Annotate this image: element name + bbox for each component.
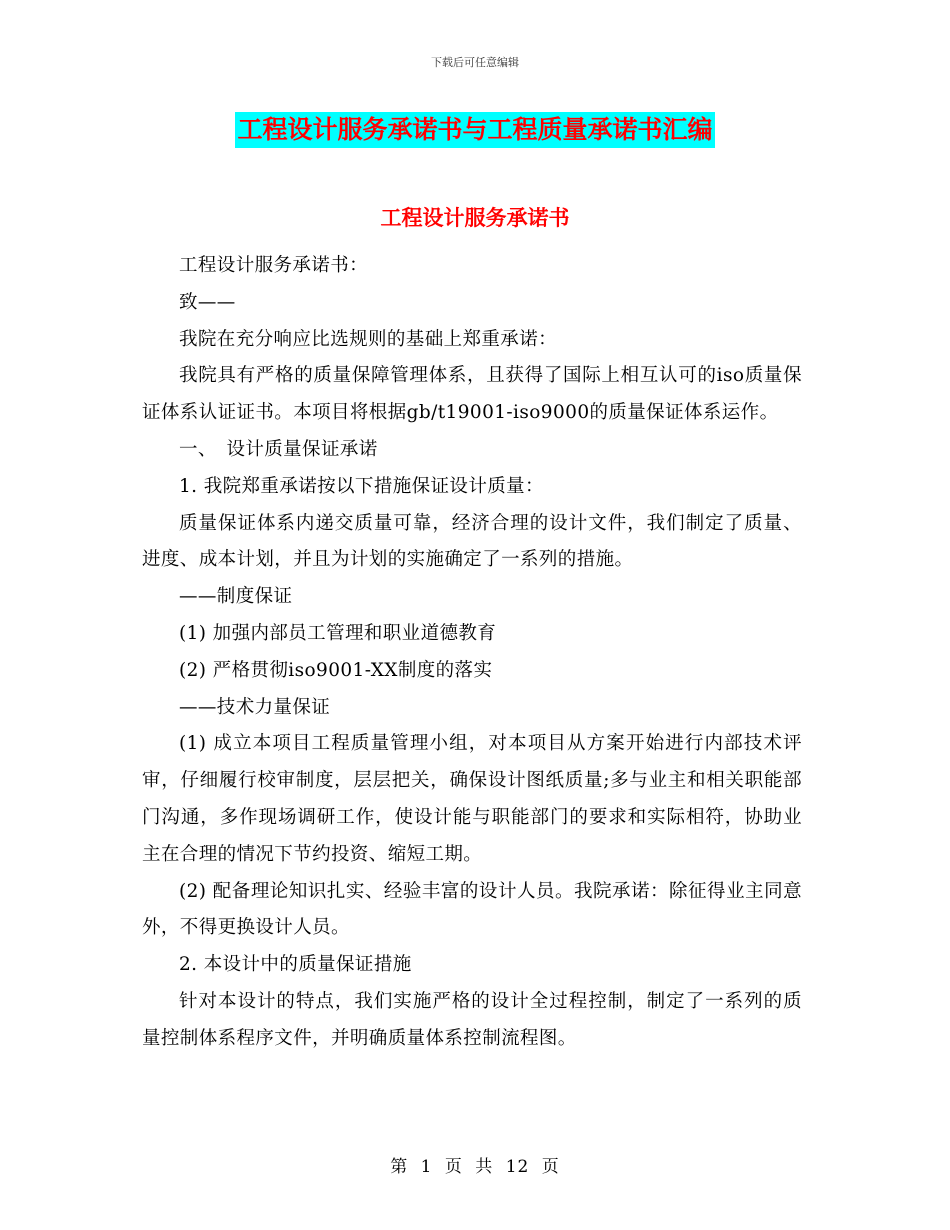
- paragraph: ——制度保证: [179, 586, 293, 608]
- page-number-footer: [0, 1152, 950, 1177]
- paragraph: (1) 成立本项目工程质量管理小组，对本项目从方案开始进行内部技术评审，仔细履行校审制度，层层把关，确保设计图纸质量;多与业主和相关职能部门沟通，多作现场调研工作，使设计能与职能部门的要求和实际相符，协助业主在合理的情况下节约投资、缩短工期。: [142, 733, 802, 865]
- section-title: 工程设计服务承诺书: [380, 205, 570, 230]
- paragraph: 2. 本设计中的质量保证措施: [179, 954, 412, 976]
- document-body: [142, 248, 802, 1058]
- main-title: 工程设计服务承诺书与工程质量承诺书汇编: [235, 112, 714, 148]
- paragraph: (2) 严格贯彻iso9001-XX制度的落实: [179, 659, 493, 681]
- paragraph: 工程设计服务承诺书：: [179, 255, 369, 276]
- paragraph: 一、 设计质量保证承诺: [179, 438, 378, 460]
- paragraph: 针对本设计的特点，我们实施严格的设计全过程控制，制定了一系列的质量控制体系程序文件，并明确质量体系控制流程图。: [142, 990, 802, 1049]
- footer-label-unit: 页: [444, 1157, 463, 1177]
- footer-label-unit-2: 页: [541, 1157, 560, 1177]
- paragraph: 我院具有严格的质量保障管理体系，且获得了国际上相互认可的iso质量保证体系认证证书。本项目将根据gb/t19001-iso9000的质量保证体系运作。: [142, 365, 802, 424]
- footer-label-total: 共: [475, 1157, 494, 1177]
- paragraph: 致——: [179, 291, 236, 313]
- footer-total-pages: 12: [505, 1157, 530, 1177]
- paragraph: 质量保证体系内递交质量可靠，经济合理的设计文件，我们制定了质量、进度、成本计划，并且为计划的实施确定了一系列的措施。: [142, 512, 802, 571]
- paragraph: (2) 配备理论知识扎实、经验丰富的设计人员。我院承诺：除征得业主同意外，不得更换设计人员。: [142, 880, 802, 939]
- footer-label-page: 第: [390, 1157, 409, 1177]
- paragraph: (1) 加强内部员工管理和职业道德教育: [179, 622, 497, 644]
- page-header-note: 下载后可任意编辑: [431, 56, 519, 69]
- paragraph: 1. 我院郑重承诺按以下措施保证设计质量：: [179, 475, 544, 497]
- paragraph: ——技术力量保证: [179, 696, 331, 718]
- paragraph: 我院在充分响应比选规则的基础上郑重承诺：: [179, 328, 558, 350]
- main-title-container: [0, 112, 950, 148]
- footer-current-page: 1: [420, 1157, 433, 1177]
